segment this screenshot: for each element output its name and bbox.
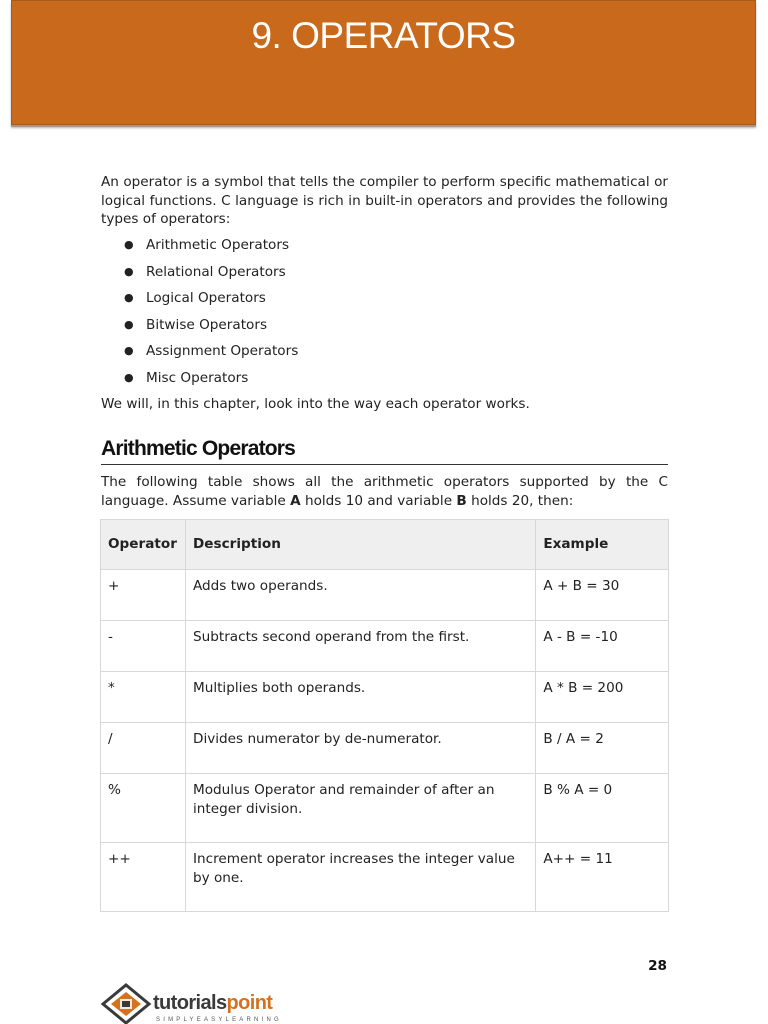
variable-b: B [456, 492, 467, 509]
operator-cell: * [101, 672, 186, 723]
list-item-label: Misc Operators [146, 369, 249, 386]
example-cell: B % A = 0 [536, 774, 669, 843]
table-intro-text-1: The following table shows all the arithmetic operators supported by the C language. Assume variable [101, 474, 668, 509]
arithmetic-operators-table [100, 519, 669, 912]
table-header-row [101, 520, 669, 570]
description-cell: Multiplies both operands. [185, 672, 535, 723]
table-row [101, 621, 669, 672]
table-row [101, 672, 669, 723]
list-item [101, 288, 668, 315]
bullet-icon: ● [124, 291, 134, 304]
table-intro-text-3: holds 20, then: [466, 492, 574, 509]
bullet-icon: ● [124, 238, 134, 251]
bullet-icon: ● [124, 317, 134, 331]
logo-wordmark-part2: point [226, 992, 273, 1014]
header-description: Description [185, 520, 535, 570]
list-item-label: Relational Operators [146, 263, 286, 280]
variable-a: A [290, 492, 301, 509]
tutorialspoint-logo [100, 983, 305, 1024]
closing-paragraph: We will, in this chapter, look into the way each operator works. [101, 396, 530, 412]
list-item-label: Assignment Operators [146, 343, 299, 359]
description-cell: Divides numerator by de-numerator. [185, 723, 535, 774]
logo-wordmark-part1: tutorials [153, 992, 227, 1014]
table-row [101, 774, 669, 843]
operator-cell: - [101, 621, 186, 672]
list-item [101, 262, 668, 289]
example-cell: A + B = 30 [536, 570, 669, 621]
header-example: Example [536, 520, 669, 570]
operator-types-list [101, 235, 668, 394]
operator-cell: % [101, 774, 186, 843]
list-item-label: Arithmetic Operators [146, 237, 290, 253]
bullet-icon: ● [124, 264, 134, 278]
list-item [101, 235, 668, 262]
table-intro-text-2: holds 10 and variable [300, 492, 457, 509]
chapter-banner [11, 0, 756, 125]
example-cell: A++ = 11 [536, 843, 669, 912]
tutorialspoint-logo-icon [100, 983, 152, 1024]
example-cell: A * B = 200 [536, 672, 669, 723]
page-number: 28 [648, 958, 667, 974]
operator-cell: + [101, 570, 186, 621]
operator-cell: ++ [101, 843, 186, 912]
operator-cell: / [101, 723, 186, 774]
chapter-title: 9. OPERATORS [251, 15, 516, 56]
description-cell: Modulus Operator and remainder of after an integer division. [185, 774, 535, 843]
bullet-icon: ● [124, 370, 134, 384]
logo-tagline: SIMPLYEASYLEARNING [156, 1017, 282, 1023]
description-cell: Adds two operands. [185, 570, 535, 621]
header-operator: Operator [101, 520, 186, 570]
list-item-label: Bitwise Operators [146, 316, 268, 333]
list-item [101, 368, 668, 395]
example-cell: B / A = 2 [536, 723, 669, 774]
logo-wordmark [153, 992, 272, 1015]
table-row [101, 843, 669, 912]
example-cell: A - B = -10 [536, 621, 669, 672]
section-heading: Arithmetic Operators [101, 436, 668, 465]
bullet-icon: ● [124, 344, 134, 357]
description-cell: Increment operator increases the integer value by one. [185, 843, 535, 912]
list-item-label: Logical Operators [146, 290, 266, 306]
list-item [101, 341, 668, 368]
table-intro-paragraph [101, 473, 668, 510]
list-item [101, 315, 668, 342]
table-row [101, 723, 669, 774]
table-row [101, 570, 669, 621]
description-cell: Subtracts second operand from the first. [185, 621, 535, 672]
intro-paragraph: An operator is a symbol that tells the compiler to perform specific mathematical or logical functions. C language is rich in built-in operators and provides the following types of operators: [101, 174, 668, 227]
